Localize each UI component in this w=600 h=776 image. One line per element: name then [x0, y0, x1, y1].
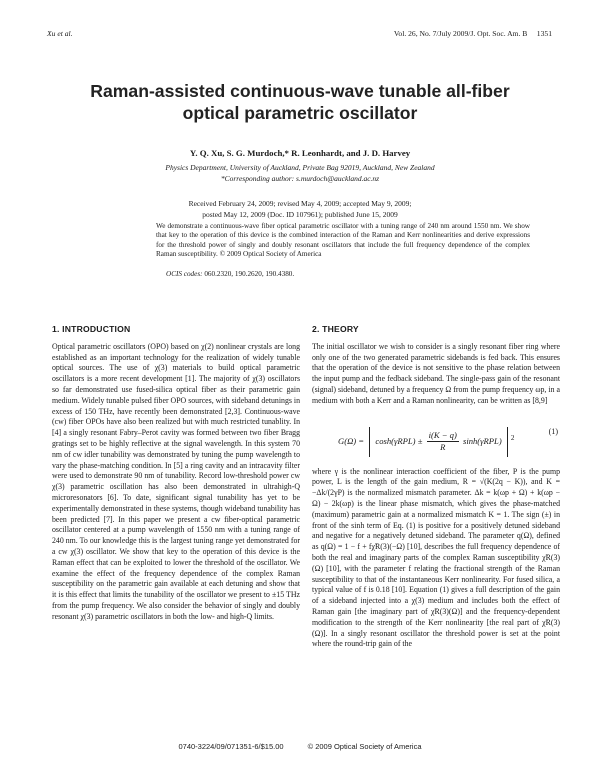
- ocis-label: OCIS codes:: [166, 270, 203, 278]
- corresponding-author: *Corresponding author: s.murdoch@auckland.ac.nz: [220, 173, 380, 183]
- theory-text-1: The initial oscillator we wish to consider is a singly resonant fiber ring where only one of the two generated parametric sidebands is fed back. This ensures that the operation of the device is not sensitive to the phase relation between the input pump and the fedback sideband. The single-pass gain of the resonant (signal) sideband, detuned by a frequency Ω from the pump frequency ωp, in a medium with both a Kerr and a Raman nonlinearity, can be written as [8,9]: [312, 341, 560, 405]
- abstract: We demonstrate a continuous-wave fiber optical parametric oscillator with a tuning range of 240 nm around 1550 nm. We show that key to the operation of this device is the combined interaction of the Raman and Kerr nonlinearities and derive expressions for the threshold power of singly and doubly resonant oscillators that include the full frequency dependence of the complex Raman susceptibility. © 2009 Optical Society of America: [156, 222, 530, 259]
- equation-exponent: 2: [510, 433, 515, 442]
- section-heading-introduction: 1. INTRODUCTION: [52, 324, 131, 334]
- abs-bar-left: [369, 427, 370, 457]
- affiliation-line: Physics Department, University of Auckland, Private Bag 92019, Auckland, New Zealand: [165, 163, 435, 172]
- footer-code: 0740-3224/09/071351-6/$15.00: [178, 742, 284, 751]
- received-line-2: posted May 12, 2009 (Doc. ID 107961); published June 15, 2009: [202, 209, 398, 219]
- running-header-journal: Vol. 26, No. 7/July 2009/J. Opt. Soc. Am. B 1351: [393, 29, 552, 38]
- equation-term-sinh: sinh(γRPL): [462, 435, 502, 446]
- footer-copyright: © 2009 Optical Society of America: [307, 742, 422, 751]
- equation-fraction: [427, 430, 459, 453]
- author-list: Y. Q. Xu, S. G. Murdoch,* R. Leonhardt, and J. D. Harvey: [189, 148, 411, 158]
- equation-1-body: [338, 427, 514, 457]
- equation-lhs: G(Ω) =: [338, 435, 365, 446]
- received-dates: [60, 199, 540, 220]
- fraction-numerator: i(K − q): [428, 430, 457, 441]
- introduction-text: Optical parametric oscillators (OPO) based on χ(2) nonlinear crystals are long established as an important technology for the realization of widely tunable optical sources. The use of χ(3) materials to build optical parametric oscillators is a more recent development [1]. The majority of χ(3) oscillators so far demonstrated use fused-silica optical fiber as their parametric gain medium. Widely tunable pulsed fiber OPO sources, with sideband detunings in excess of 150 THz, have recently been demonstrated [2,3]. Continuous-wave (cw) fiber OPOs have also been realized but with much restricted tunablity. In [4] a singly resonant Fabry–Perot cavity was formed between two fiber Bragg gratings set to be highly reflective at the signal wavelength. In this system 70 nm of cw idler tunability was demonstrated by tuning the pump wavelength to vary the phase-matching condition. In [5] a ring cavity and an intracavity filter were used to demonstrate 90 nm of tunability. Record low-threshold power cw χ(3) parametric oscillation has also been demonstrated in ultrahigh-Q microresonators [6]. To date, significant signal tunability has yet to be experimentally demonstrated in these systems, though wideband tunability has been predicted [7]. In this paper we present a cw fiber-optical parametric oscillator centered at a pump wavelength of 1550 nm with a tuning range of 240 nm. To our knowledge this is the largest tuning range yet demonstrated for a cw χ(3) oscillator. We show that key to the operation of this device is the Raman effect that can be exploited to lower the threshold of the oscillator. We examine the effect of the frequency dependence of the complex Raman susceptibility on the parametric gain available at each detuning and show that it is this effect that limits the tunability of the oscillator we present to ±15 THz from the pump frequency. We also consider the behavior of singly and doubly resonant χ(3) parametric oscillators in both the low- and high-Q limits.: [52, 341, 300, 621]
- theory-text-2: where γ is the nonlinear interaction coefficient of the fiber, P is the pump power, L is the length of the gain medium, R = √(K(2q − K)), and K = −Δk/(2γP) is the normalized mismatch parameter. Δk = k(ωp + Ω) + k(ωp − Ω) − 2k(ωp) is the linear phase mismatch, which gives the phase-matched (maximum) parametric gain at a normalized mismatch K = 1. The sign (±) in front of the sinh term of Eq. (1) is positive for a positively detuned sideband and negative for a negatively detuned sideband. The parameter q(Ω), defined as q(Ω) = 1 − f + fχ̃R(3)(−Ω) [10], describes the full frequency dependence of both the real and imaginary parts of the complex Raman susceptibility χ̃R(3)(Ω) [10], with the parameter f relating the fractional strength of the Raman susceptibility to that of the instantaneous Kerr nonlinearity. For fused silica, a typical value of f is 0.18 [10]. Equation (1) gives a full description of the gain of a sideband injected into a χ(3) medium and includes both the effect of Raman gain [the imaginary part of χ̃R(3)(Ω)] and the frequency-dependent modification to the strength of the Kerr nonlinearity [the real part of χ̃R(3)(Ω)]. In a singly resonant oscillator the threshold power is set at the point where the round-trip gain of the: [312, 466, 560, 649]
- section-heading-theory: 2. THEORY: [312, 324, 359, 334]
- ocis-codes: [166, 270, 294, 278]
- column-right: [312, 324, 560, 650]
- affiliation-block: [60, 163, 540, 184]
- fraction-denominator: R: [440, 442, 446, 453]
- running-header-authors: Xu et al.: [47, 29, 73, 38]
- equation-1: [312, 413, 560, 461]
- ocis-code-list: 060.2320, 190.2620, 190.4380.: [204, 270, 295, 278]
- equation-number: (1): [548, 426, 558, 436]
- paper-title: Raman-assisted continuous-wave tunable all-fiber optical parametric oscillator: [90, 81, 510, 123]
- abs-bar-right: [507, 427, 508, 457]
- page-footer: [60, 742, 540, 751]
- equation-term-cosh: cosh(γRPL) ±: [375, 435, 423, 446]
- column-left: [52, 324, 300, 623]
- received-line-1: Received February 24, 2009; revised May 4, 2009; accepted May 9, 2009;: [188, 199, 412, 208]
